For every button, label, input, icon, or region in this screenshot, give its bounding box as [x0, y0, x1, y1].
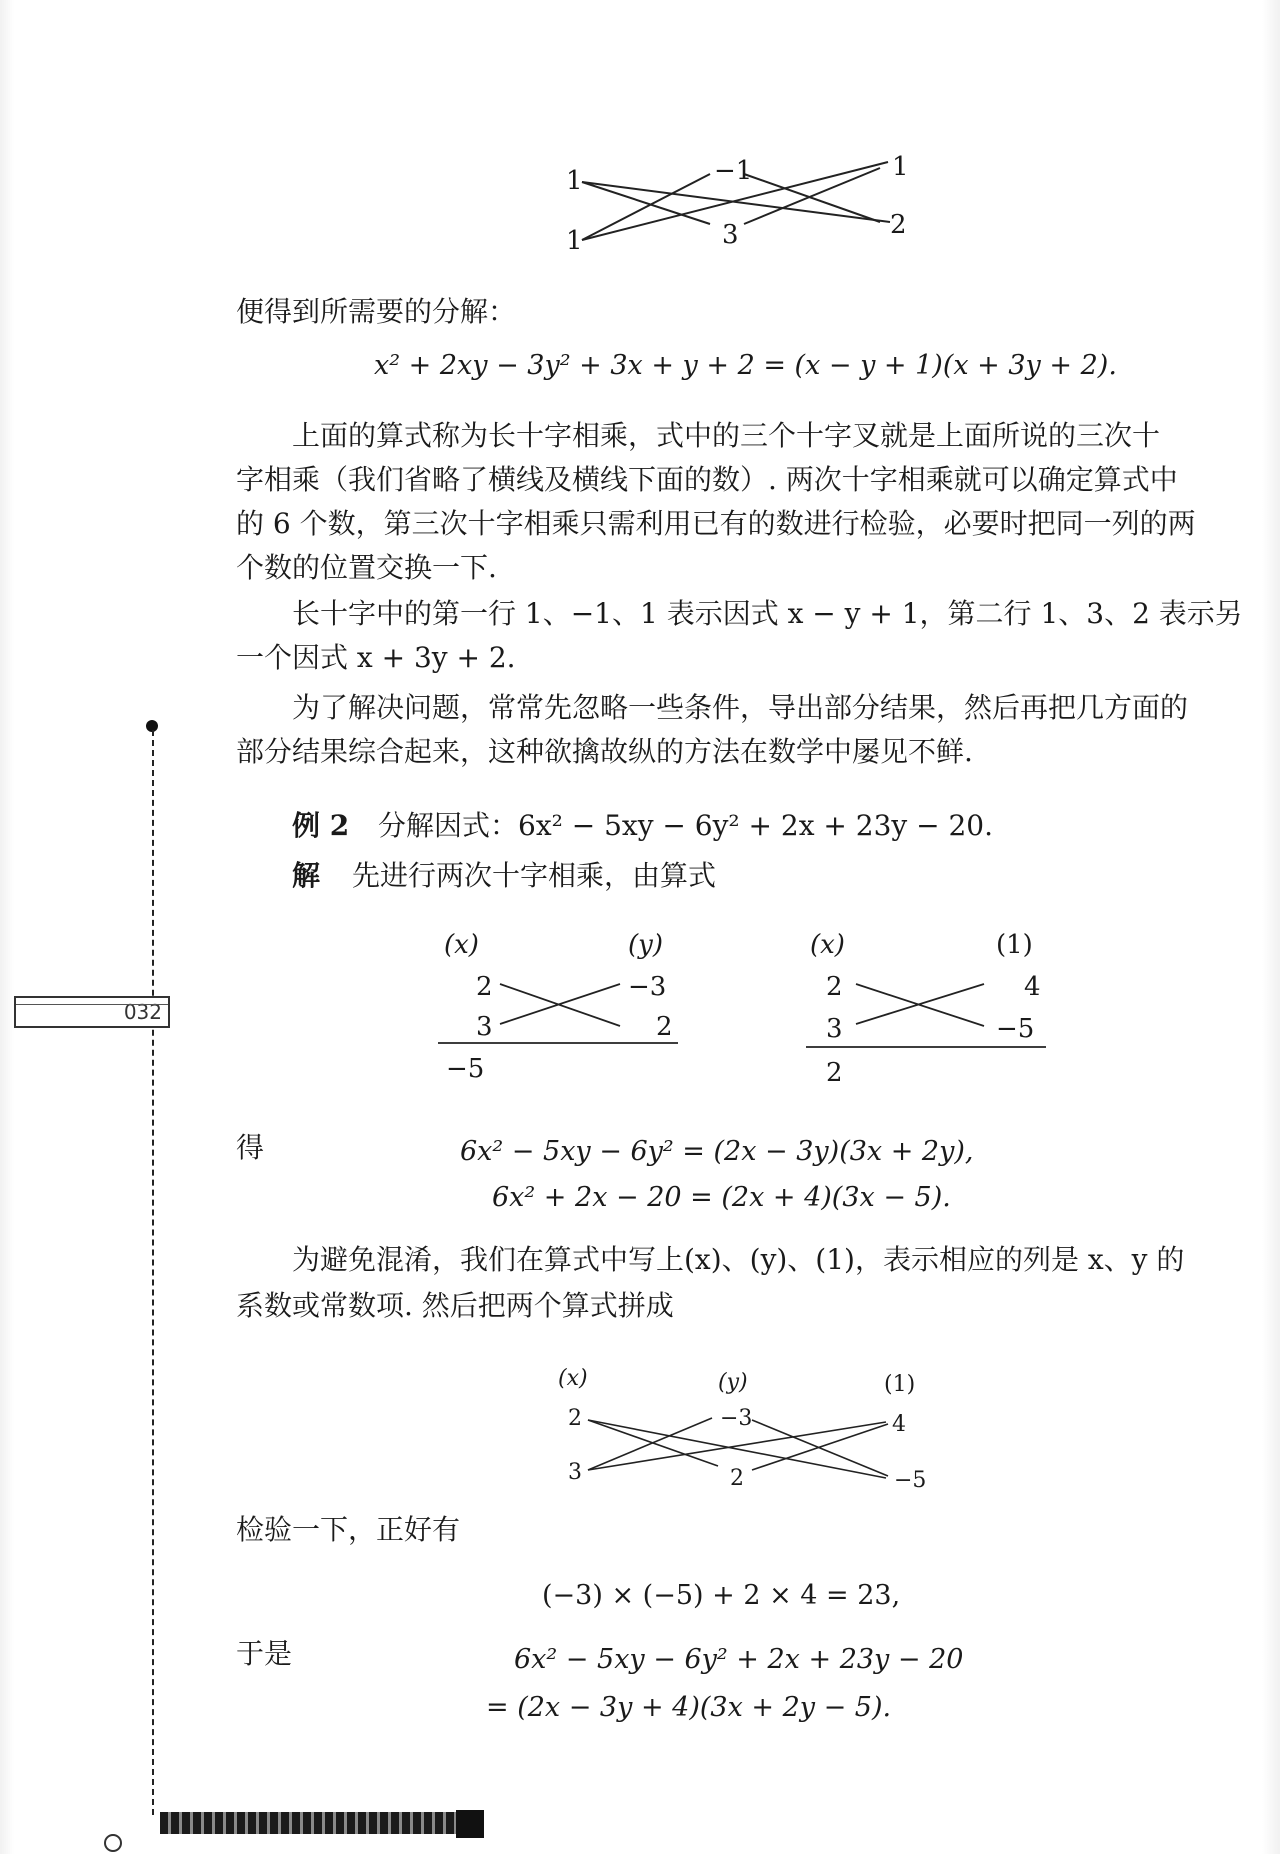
example-text: 分解因式：6x² − 5xy − 6y² + 2x + 23y − 20.	[378, 809, 994, 842]
para2-line2: 一个因式 x + 3y + 2.	[236, 641, 516, 674]
cross1-r1-right: −3	[628, 972, 667, 1002]
d2-right-top: 4	[892, 1412, 906, 1437]
cross2-col-left: (x)	[810, 930, 845, 960]
example-label: 例 2	[292, 809, 350, 842]
para3-line2: 部分结果综合起来，这种欲擒故纵的方法在数学中屡见不鲜.	[236, 735, 973, 768]
d1-middle-top: −1	[714, 156, 753, 186]
de-label: 得	[236, 1131, 265, 1164]
d2-left-bottom: 3	[568, 1460, 582, 1485]
d1-middle-bottom: 3	[722, 220, 739, 250]
cross1-r1-left: 2	[476, 972, 493, 1002]
equation-5: 6x² − 5xy − 6y² + 2x + 23y − 20	[514, 1644, 964, 1675]
yushi-label: 于是	[236, 1637, 293, 1670]
cross2-r2-left: 3	[826, 1014, 843, 1044]
para1-line1: 上面的算式称为长十字相乘，式中的三个十字叉就是上面所说的三次十	[292, 419, 1161, 452]
d2-col-x: (x)	[558, 1366, 588, 1391]
page-number: 032	[123, 1000, 162, 1024]
equation-3: 6x² + 2x − 20 = (2x + 4)(3x − 5).	[492, 1182, 951, 1213]
cross1-result: −5	[446, 1054, 485, 1084]
check-text: 检验一下，正好有	[236, 1513, 461, 1546]
para2-line1: 长十字中的第一行 1、−1、1 表示因式 x − y + 1，第二行 1、3、2 表示另	[292, 597, 1243, 630]
cross1-r2-left: 3	[476, 1012, 493, 1042]
d1-left-bottom: 1	[566, 226, 583, 256]
equation-1: x² + 2xy − 3y² + 3x + y + 2 = (x − y + 1)(x + 3y + 2).	[374, 350, 1117, 381]
cross2-r2-right: −5	[996, 1014, 1035, 1044]
cross2-result: 2	[826, 1058, 843, 1088]
equation-4: (−3) × (−5) + 2 × 4 = 23,	[542, 1580, 901, 1611]
d2-mid-bottom: 2	[730, 1466, 744, 1491]
solution-label: 解	[292, 859, 321, 892]
d1-right-top: 1	[892, 152, 909, 182]
para4-line2: 系数或常数项. 然后把两个算式拼成	[236, 1289, 674, 1322]
cross2-col-right: (1)	[996, 930, 1033, 960]
d2-col-y: (y)	[718, 1370, 748, 1395]
para3-line1: 为了解决问题，常常先忽略一些条件，导出部分结果，然后再把几方面的	[292, 691, 1189, 724]
solution-text: 先进行两次十字相乘，由算式	[352, 859, 717, 892]
d2-left-top: 2	[568, 1406, 582, 1431]
intro-text: 便得到所需要的分解：	[236, 295, 517, 328]
para4-line1: 为避免混淆，我们在算式中写上(x)、(y)、(1)，表示相应的列是 x、y 的	[292, 1243, 1185, 1276]
para1-line3: 的 6 个数，第三次十字相乘只需利用已有的数进行检验，必要时把同一列的两	[236, 507, 1196, 540]
d2-col-1: (1)	[884, 1372, 916, 1397]
d2-right-bottom: −5	[894, 1468, 927, 1493]
equation-2: 6x² − 5xy − 6y² = (2x − 3y)(3x + 2y),	[460, 1136, 974, 1167]
cross1-col-left: (x)	[444, 930, 479, 960]
d2-mid-top: −3	[720, 1406, 753, 1431]
d1-left-top: 1	[566, 166, 583, 196]
cross1-col-right: (y)	[628, 930, 663, 960]
cross2-r1-right: 4	[1024, 972, 1041, 1002]
cross2-r1-left: 2	[826, 972, 843, 1002]
para1-line4: 个数的位置交换一下.	[236, 551, 497, 584]
equation-6: = (2x − 3y + 4)(3x + 2y − 5).	[486, 1692, 892, 1723]
cross1-r2-right: 2	[656, 1012, 673, 1042]
d1-right-bottom: 2	[890, 210, 907, 240]
para1-line2: 字相乘（我们省略了横线及横线下面的数）. 两次十字相乘就可以确定算式中	[236, 463, 1178, 496]
